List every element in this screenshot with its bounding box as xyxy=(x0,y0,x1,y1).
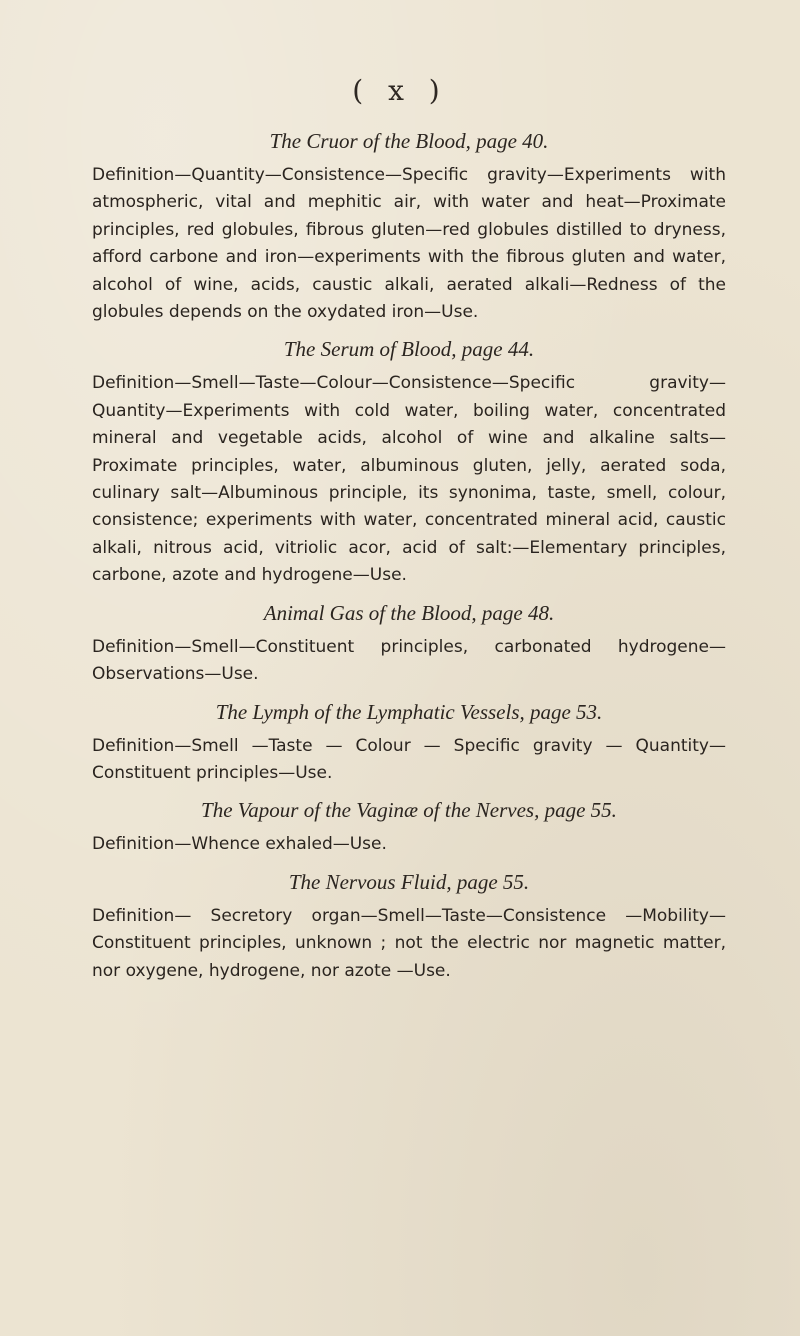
section-text: Definition—Smell—Taste—Colour—Consistence—Specific gravity—Quantity—Experiments with cold water, boiling water, concentrated mineral and vegetable acids, alcohol of wine and alkaline salts—Proximate principles, water, albuminous gluten, jelly, aerated soda, culinary salt—Albuminous principle, its synonima, taste, smell, colour, consistence; experiments with water, concentrated mineral acid, caustic alkali, nitrous acid, vitriolic acor, acid of salt:—Elementary principles, carbone, azote and hydrogene—Use. xyxy=(92,373,726,586)
section-vapour xyxy=(92,797,726,858)
section-heading: The Cruor of the Blood, page 40. xyxy=(269,129,549,153)
section-text: Definition— Secretory organ—Smell—Taste—Consistence —Mobility—Constituent principles, unknown ; not the electric nor magnetic matter, nor oxygene, hydrogene, nor azote —Use. xyxy=(92,905,726,981)
page-number: ( x ) xyxy=(352,74,448,107)
section-heading: The Nervous Fluid, page 55. xyxy=(288,869,530,894)
section-text: Definition—Smell —Taste — Colour — Specific gravity — Quantity—Constituent principles—Use. xyxy=(92,735,726,783)
section-text: Definition—Whence exhaled—Use. xyxy=(92,834,387,855)
section-heading: The Serum of Blood, page 44. xyxy=(283,337,535,362)
section-heading: The Vapour of the Vaginæ of the Nerves, page 55. xyxy=(201,798,617,823)
table-of-contents xyxy=(92,128,726,995)
section-nervous-fluid xyxy=(92,869,726,985)
section-animal-gas xyxy=(92,600,726,689)
section-serum xyxy=(92,336,726,589)
section-heading: Animal Gas of the Blood, page 48. xyxy=(263,600,555,625)
section-heading: The Lymph of the Lymphatic Vessels, page 53. xyxy=(215,699,603,724)
section-text: Definition—Quantity—Consistence—Specific gravity—Experiments with atmospheric, vital and mephitic air, with water and heat—Proximate principles, red globules, fibrous gluten—red globules distilled to dryness, afford carbone and iron—experiments with the fibrous gluten and water, alcohol of wine, acids, caustic alkali, aerated alkali—Redness of the globules depends on the oxydated iron—Use. xyxy=(92,165,726,323)
section-cruor xyxy=(92,128,726,326)
section-text: Definition—Smell—Constituent principles, carbonated hydrogene—Observations—Use. xyxy=(92,636,726,685)
section-lymph xyxy=(92,699,726,788)
